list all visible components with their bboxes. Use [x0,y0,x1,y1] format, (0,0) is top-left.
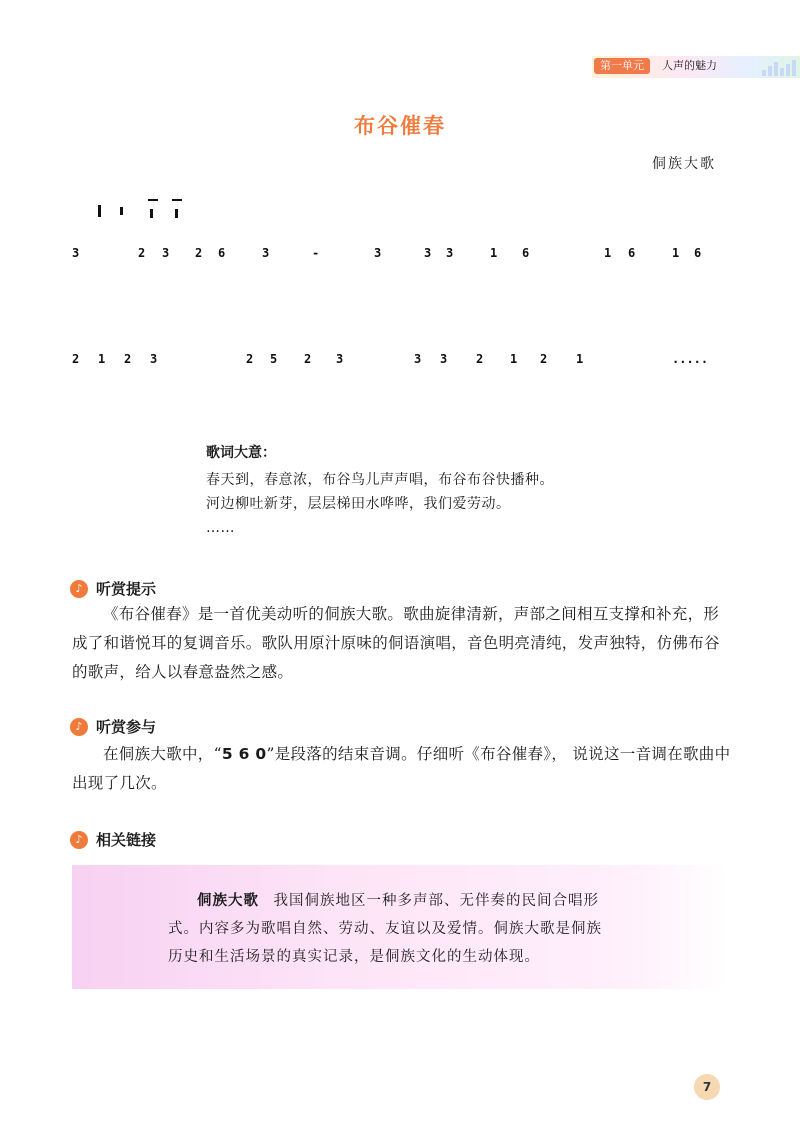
notation-note: 3 [336,352,344,366]
notation-note: 6 [522,246,530,260]
notation-note: 1 [98,352,106,366]
numbered-notation [0,0,800,420]
section-label: 听赏提示 [96,580,157,598]
notation-note: 2 [124,352,132,366]
notation-note: 6 [628,246,636,260]
section-appreciation-participation [70,716,156,737]
notation-note: 3 [414,352,422,366]
notation-note: 1 [576,352,584,366]
link-term: 侗族大歌 [197,893,259,909]
paragraph [72,740,732,798]
notation-note: 1 [510,352,518,366]
notation-note: ..... [672,352,709,366]
notation-note: 2 [138,246,146,260]
notation-note: 3 [424,246,432,260]
section-appreciation-tips [70,578,156,599]
notation-note: - [312,246,320,260]
song-source: 侗族大歌 [652,156,716,172]
related-links-text [168,887,608,971]
music-note-icon: ♪ [70,831,88,849]
notation-note: 3 [262,246,270,260]
notation-note: 3 [162,246,170,260]
lyrics-box [206,442,626,540]
text-before: 在侗族大歌中，“ [103,745,222,763]
notation-note: 2 [304,352,312,366]
lyrics-line: 河边柳吐新芽，层层梯田水哗哗，我们爱劳动。 [206,496,511,512]
page-number: 7 [694,1074,720,1100]
notation-note: 3 [446,246,454,260]
music-note-icon: ♪ [70,580,88,598]
notation-note: 1 [672,246,680,260]
song-title: 布谷催春 [354,114,446,138]
notation-note: 1 [490,246,498,260]
unit-badge: 第一单元 [594,58,650,74]
notation-note: 6 [694,246,702,260]
lyrics-heading: 歌词大意： [206,445,276,461]
lyrics-line: 春天到，春意浓，布谷鸟儿声声唱，布谷布谷快播种。 [206,472,554,488]
link-description: 我国侗族地区一种多声部、无伴奏的民间合唱形式。内容多为歌唱自然、劳动、友谊以及爱情。侗族大歌是侗族历史和生活场景的真实记录，是侗族文化的生动体现。 [168,893,602,965]
notation-note: 3 [150,352,158,366]
notation-note: 2 [72,352,80,366]
notation-note: 2 [540,352,548,366]
notation-note: 1 [604,246,612,260]
ending-note: 5 6 0 [221,745,267,763]
notation-note: 2 [246,352,254,366]
related-links-box [72,865,728,989]
section-related-links [70,829,156,850]
section-label: 相关链接 [96,831,157,849]
section-label: 听赏参与 [96,718,157,736]
notation-note: 3 [440,352,448,366]
paragraph: 《布谷催春》是一首优美动听的侗族大歌。歌曲旋律清新，声部之间相互支撑和补充，形成了和谐悦耳的复调音乐。歌队用原汁原味的侗语演唱，音色明亮清纯，发声独特，仿佛布谷的歌声，给人以春意盎然之感。 [72,605,720,681]
notation-note: 2 [195,246,203,260]
music-note-icon: ♪ [70,718,88,736]
appreciation-participation-text [72,740,732,798]
notation-note: 2 [476,352,484,366]
notation-note: 5 [270,352,278,366]
unit-title: 人声的魅力 [662,59,717,72]
text-after: ”是段落的结束音调。仔细听《布谷催春》， 说说这一音调在歌曲中出现了几次。 [72,745,731,792]
lyrics-line: …… [206,520,235,536]
notation-note: 3 [374,246,382,260]
notation-note: 3 [72,246,80,260]
appreciation-tips-text [72,600,732,687]
notation-note: 6 [218,246,226,260]
